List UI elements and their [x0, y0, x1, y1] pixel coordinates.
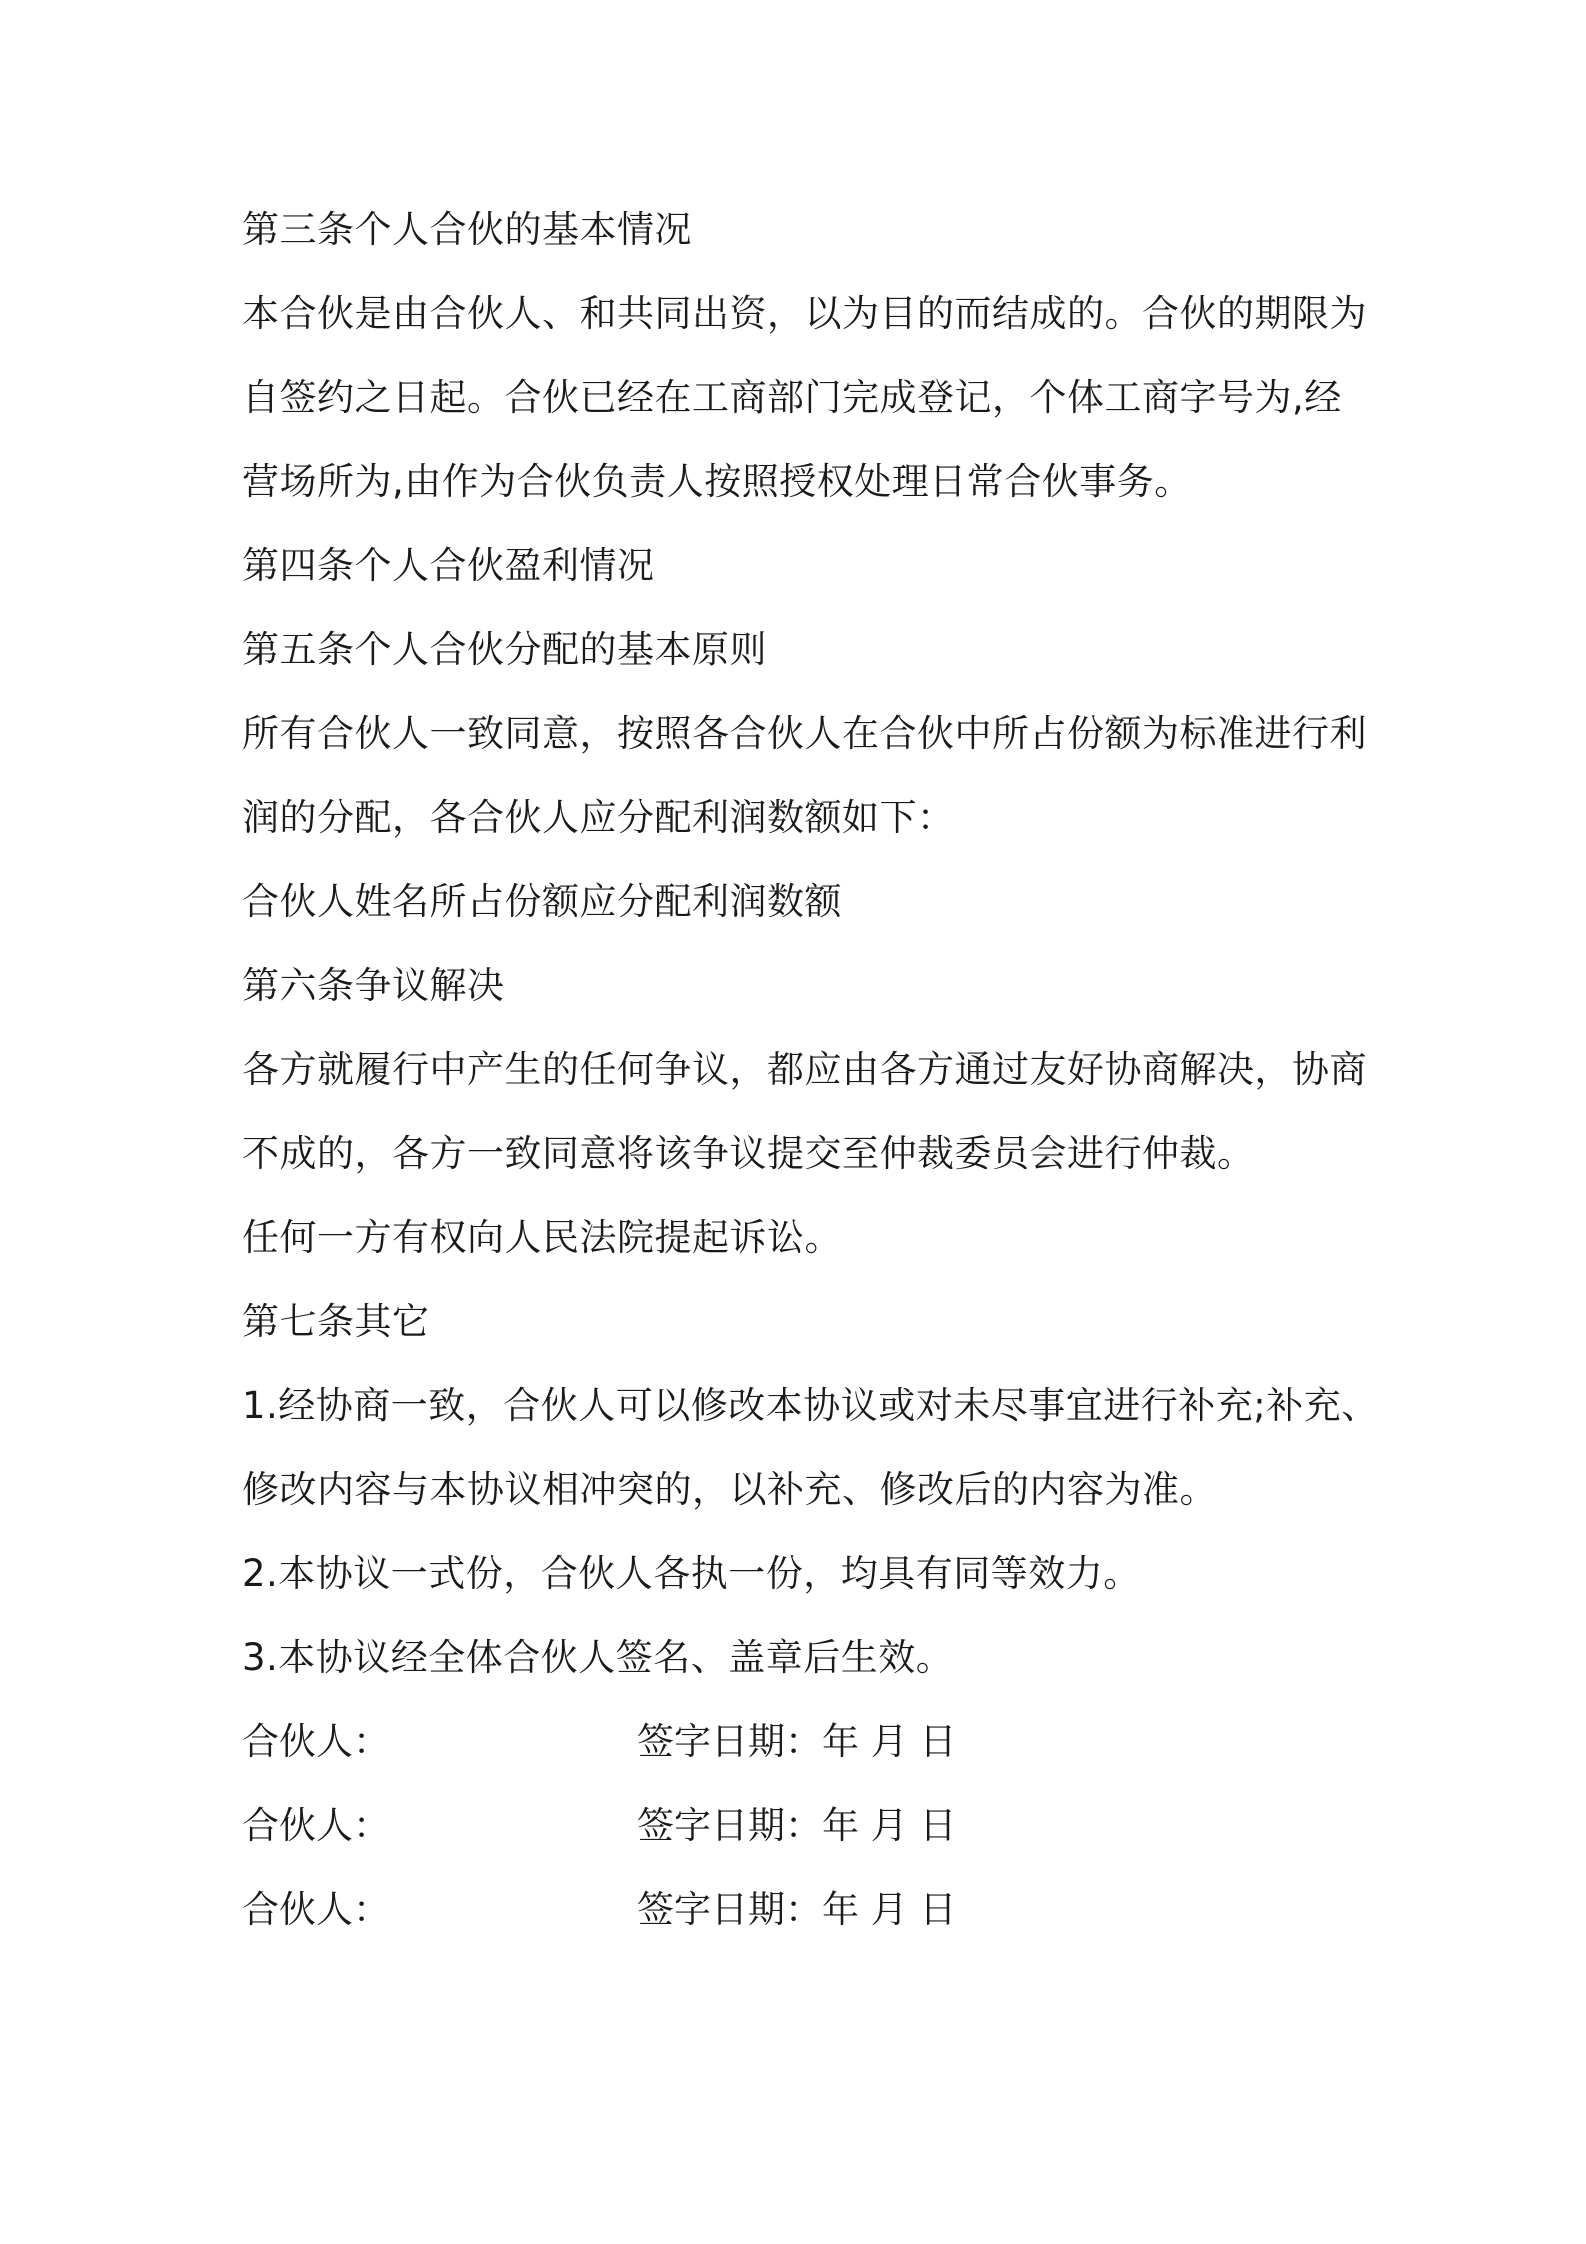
- signature-row: [242, 1886, 1242, 1934]
- signature-date: 签字日期：年 月 日: [637, 1888, 957, 1931]
- article-3-paragraph-line-2: 自签约之日起。合伙已经在工商部门完成登记，个体工商字号为,经: [242, 376, 1342, 419]
- article-6-heading: 第六条争议解决: [242, 964, 505, 1007]
- partner-label: 合伙人：: [242, 1804, 390, 1847]
- article-3-paragraph-line-3: 营场所为,由作为合伙负责人按照授权处理日常合伙事务。: [242, 460, 1192, 503]
- article-7-item-1-line-2: 修改内容与本协议相冲突的，以补充、修改后的内容为准。: [242, 1468, 1217, 1511]
- article-7-item-2: 2.本协议一式份，合伙人各执一份，均具有同等效力。: [242, 1552, 1141, 1595]
- article-4-heading: 第四条个人合伙盈利情况: [242, 544, 655, 587]
- article-3-paragraph-line-1: 本合伙是由合伙人、和共同出资，以为目的而结成的。合伙的期限为: [242, 292, 1367, 335]
- article-5-paragraph-line-2: 润的分配，各合伙人应分配利润数额如下：: [242, 796, 955, 839]
- article-7-item-1-line-1: 1.经协商一致，合伙人可以修改本协议或对未尽事宜进行补充;补充、: [242, 1384, 1379, 1427]
- signature-date: 签字日期：年 月 日: [637, 1720, 957, 1763]
- signature-date: 签字日期：年 月 日: [637, 1804, 957, 1847]
- partner-label: 合伙人：: [242, 1888, 390, 1931]
- article-7-item-3: 3.本协议经全体合伙人签名、盖章后生效。: [242, 1636, 954, 1679]
- article-3-heading: 第三条个人合伙的基本情况: [242, 208, 692, 251]
- article-6-paragraph-line-2: 不成的，各方一致同意将该争议提交至仲裁委员会进行仲裁。: [242, 1132, 1255, 1175]
- article-7-heading: 第七条其它: [242, 1300, 430, 1343]
- signature-row: [242, 1802, 1242, 1850]
- article-5-paragraph-line-1: 所有合伙人一致同意，按照各合伙人在合伙中所占份额为标准进行利: [242, 712, 1367, 755]
- article-6-paragraph-line-3: 任何一方有权向人民法院提起诉讼。: [242, 1216, 842, 1259]
- profit-table-header: 合伙人姓名所占份额应分配利润数额: [242, 880, 842, 923]
- article-6-paragraph-line-1: 各方就履行中产生的任何争议，都应由各方通过友好协商解决，协商: [242, 1048, 1367, 1091]
- signature-row: [242, 1718, 1242, 1766]
- partner-label: 合伙人：: [242, 1720, 390, 1763]
- article-5-heading: 第五条个人合伙分配的基本原则: [242, 628, 767, 671]
